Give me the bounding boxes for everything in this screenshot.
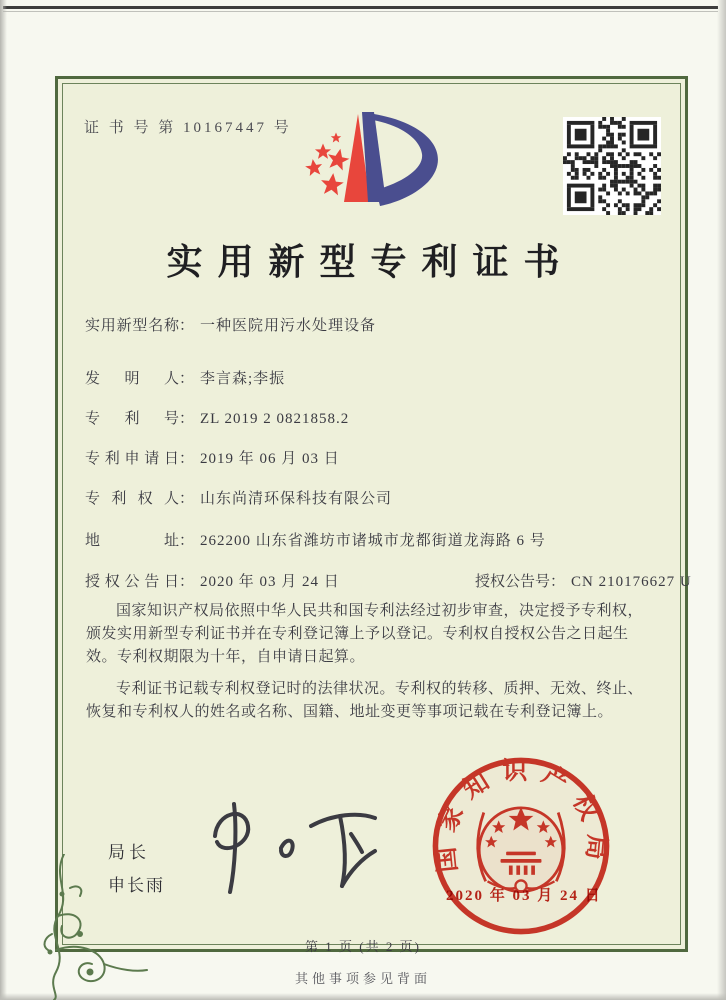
legal-paragraph: 国家知识产权局依照中华人民共和国专利法经过初步审查，决定授予专利权，颁发实用新型专利证书并在专利登记簿上予以登记。专利权自授权公告之日起生效。专利权期限为十年，自申请日起算。	[86, 603, 644, 665]
scan-edge-shadow	[0, 0, 7, 1000]
field-grant-number: 授权公告号： CN 210176627 U	[475, 574, 692, 590]
legal-text-block	[86, 600, 646, 733]
seal-date: 2020 年 03 月 24 日	[446, 888, 602, 904]
seal-text: 国家知识产权局	[431, 758, 611, 874]
field-value: 2020 年 03 月 24 日	[200, 574, 340, 590]
field-row-patent-number: 专利号： ZL 2019 2 0821858.2	[85, 407, 349, 428]
field-row-patentee: 专利权人： 山东尚清环保科技有限公司	[85, 487, 392, 508]
field-label: 实用新型名称	[85, 318, 179, 334]
national-emblem-icon	[478, 807, 565, 892]
official-red-seal	[428, 753, 614, 939]
page-number: 第 1 页 (共 2 页)	[305, 939, 421, 954]
field-value: 一种医院用污水处理设备	[200, 318, 377, 334]
field-row-inventors: 发明人： 李言森;李振	[85, 367, 285, 388]
field-row-application-date: 专利申请日： 2019 年 06 月 03 日	[85, 447, 340, 468]
legal-paragraph: 专利证书记载专利权登记时的法律状况。专利权的转移、质押、无效、终止、恢复和专利权人的姓名或名称、国籍、地址变更等事项记载在专利登记簿上。	[86, 681, 644, 720]
qr-code	[563, 117, 661, 215]
back-side-note: 其他事项参见背面	[294, 971, 431, 986]
certificate-title: 实用新型专利证书	[166, 242, 575, 282]
field-row-grant-date: 授权公告日： 2020 年 03 月 24 日 授权公告号： CN 210176627 U	[85, 570, 340, 591]
scan-edge-artifact	[3, 6, 718, 9]
field-value: ZL 2019 2 0821858.2	[200, 411, 350, 427]
signer-title: 局长	[108, 843, 150, 862]
field-row-address: 地址： 262200 山东省潍坊市诸城市龙都街道龙海路 6 号	[85, 529, 546, 550]
field-label: 专利申请日	[85, 451, 179, 467]
field-label: 专利号	[85, 411, 179, 427]
field-value: 262200 山东省潍坊市诸城市龙都街道龙海路 6 号	[200, 533, 546, 549]
certificate-number: 证 书 号 第 10167447 号	[84, 120, 292, 136]
scan-edge-artifact	[3, 11, 718, 12]
field-label: 专利权人	[85, 491, 179, 507]
cnipa-logo-icon	[292, 100, 452, 222]
field-row-utility-model-name: 实用新型名称： 一种医院用污水处理设备	[85, 314, 376, 335]
field-label: 发明人	[85, 371, 179, 387]
signer-name: 申长雨	[108, 876, 165, 895]
scan-edge-shadow	[717, 0, 726, 1000]
field-label: 地址	[85, 533, 179, 549]
field-value: 李言森;李振	[200, 371, 286, 387]
field-value: 2019 年 06 月 03 日	[200, 451, 340, 467]
field-label: 授权公告日	[85, 574, 179, 590]
field-value: 山东尚清环保科技有限公司	[200, 491, 393, 507]
handwritten-signature	[193, 796, 398, 898]
